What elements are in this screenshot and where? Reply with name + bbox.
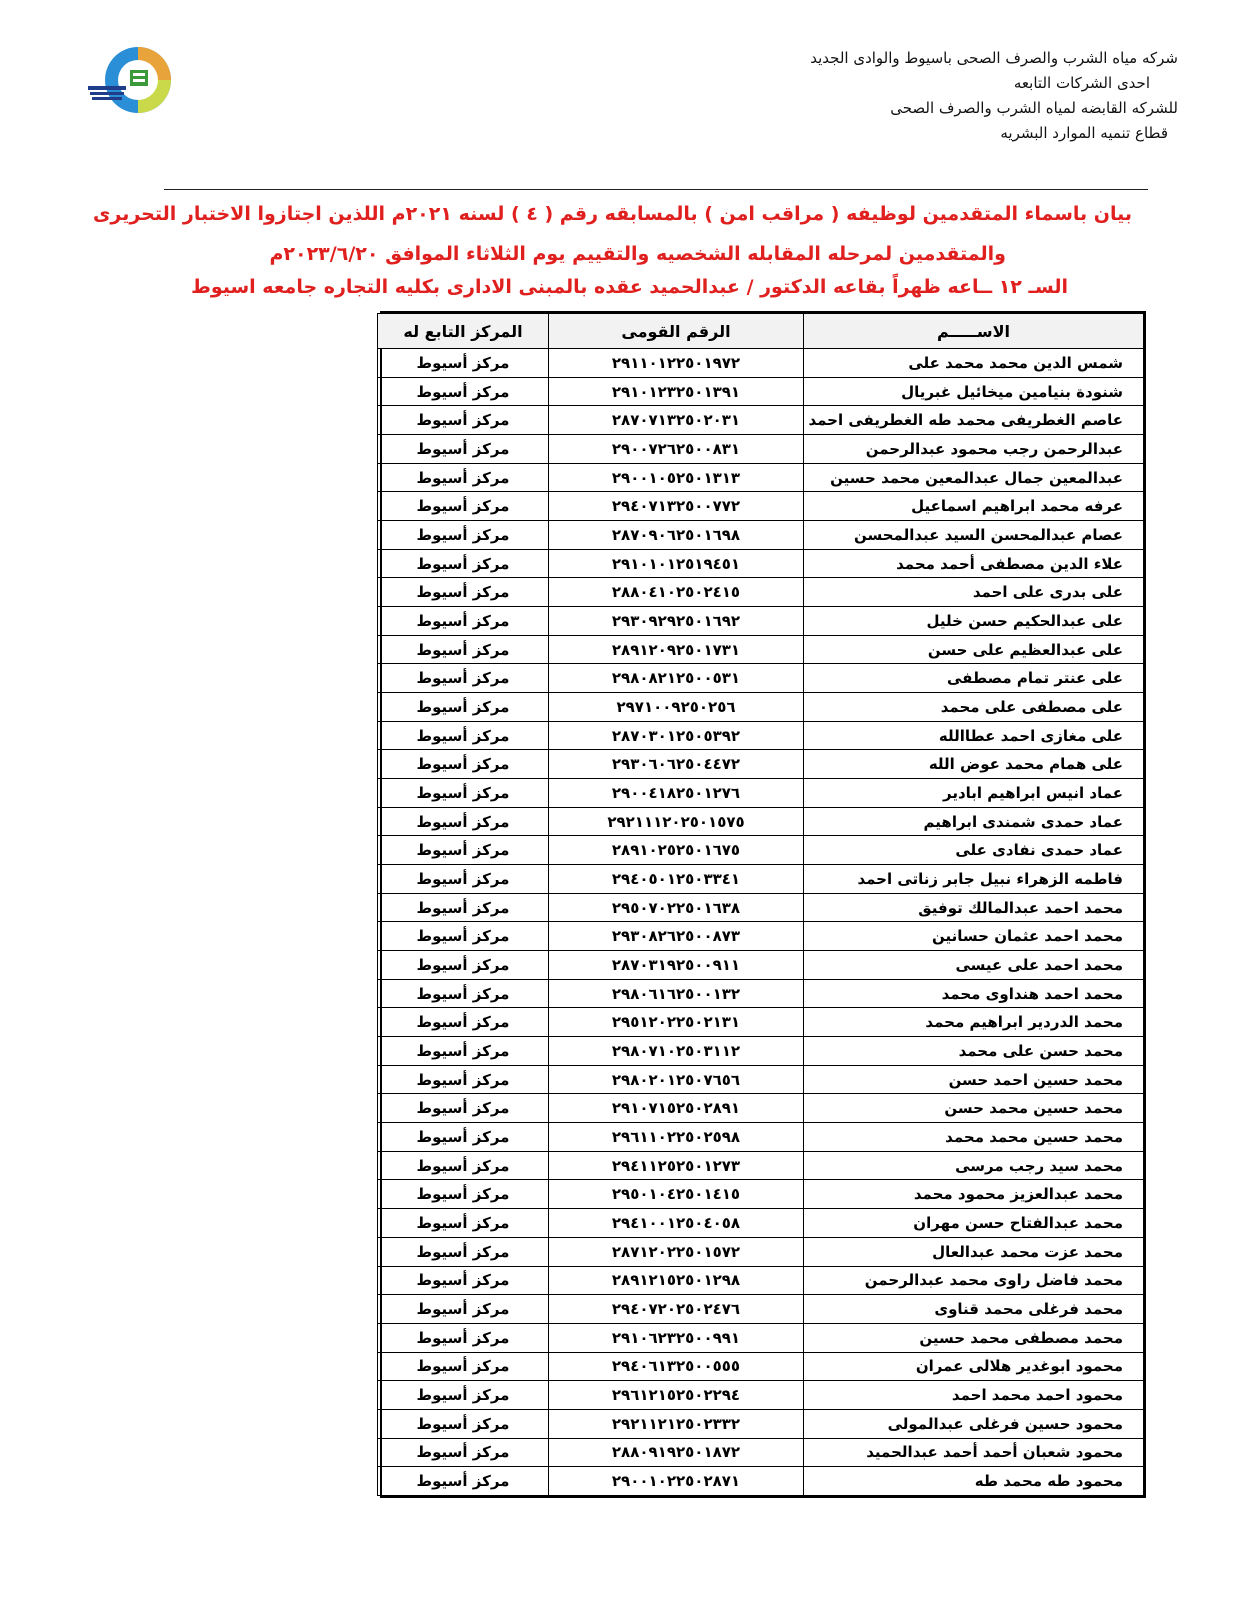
national-id: ٢٨٧٠٩٠٦٢٥٠١٦٩٨ xyxy=(549,521,804,550)
table-row xyxy=(378,1323,1144,1352)
table-row xyxy=(378,1008,1144,1037)
candidate-name: على مصطفى على محمد xyxy=(804,693,1144,722)
candidate-name: على عبدالعظيم على حسن xyxy=(804,635,1144,664)
affiliated-center: مركز أسيوط xyxy=(378,607,549,636)
national-id: ٢٨٧١٢٠٢٢٥٠١٥٧٢ xyxy=(549,1237,804,1266)
title-line-3: السـ ١٢ ــاعه ظهراً بقاعه الدكتور / عبدالحميد عقده بالمبنى الادارى بكليه التجاره جامعه اسيوط xyxy=(191,276,1068,298)
candidate-name: على بدرى على احمد xyxy=(804,578,1144,607)
national-id: ٢٩٢١١١٢٠٢٥٠١٥٧٥ xyxy=(549,807,804,836)
national-id: ٢٩٤٠٧٢٠٢٥٠٢٤٧٦ xyxy=(549,1295,804,1324)
table-row xyxy=(378,750,1144,779)
national-id: ٢٩٦١١٠٢٢٥٠٢٥٩٨ xyxy=(549,1123,804,1152)
candidate-name: محمد سيد رجب مرسى xyxy=(804,1151,1144,1180)
national-id: ٢٩٥٠١٠٤٢٥٠١٤١٥ xyxy=(549,1180,804,1209)
affiliated-center: مركز أسيوط xyxy=(378,1065,549,1094)
national-id: ٢٨٩١٠٢٥٢٥٠١٦٧٥ xyxy=(549,836,804,865)
table-row xyxy=(378,807,1144,836)
affiliated-center: مركز أسيوط xyxy=(378,779,549,808)
affiliated-center: مركز أسيوط xyxy=(378,635,549,664)
company-name: شركه مياه الشرب والصرف الصحى باسيوط والوادى الجديد xyxy=(810,49,1178,67)
candidate-name: محمد فاضل راوى محمد عبدالرحمن xyxy=(804,1266,1144,1295)
table-row xyxy=(378,836,1144,865)
header-name: الاســـــم xyxy=(804,314,1144,349)
header-center: المركز التابع له xyxy=(378,314,549,349)
candidate-name: فاطمه الزهراء نبيل جابر زناتى احمد xyxy=(804,865,1144,894)
affiliated-center: مركز أسيوط xyxy=(378,1151,549,1180)
company-logo xyxy=(88,44,188,116)
affiliated-center: مركز أسيوط xyxy=(378,1467,549,1496)
table-row xyxy=(378,1381,1144,1410)
table-row xyxy=(378,1037,1144,1066)
candidate-name: على عنتر تمام مصطفى xyxy=(804,664,1144,693)
affiliated-center: مركز أسيوط xyxy=(378,1123,549,1152)
candidate-name: شمس الدين محمد محمد على xyxy=(804,349,1144,378)
candidate-name: محمد احمد عثمان حسانين xyxy=(804,922,1144,951)
national-id: ٢٩٨٠٦١٦٢٥٠٠١٣٢ xyxy=(549,979,804,1008)
affiliated-center: مركز أسيوط xyxy=(378,1295,549,1324)
national-id: ٢٩٤٠٥٠١٢٥٠٣٣٤١ xyxy=(549,865,804,894)
candidate-name: شنودة بنيامين ميخائيل غبريال xyxy=(804,377,1144,406)
candidate-name: محمد عبدالعزيز محمود محمد xyxy=(804,1180,1144,1209)
affiliated-center: مركز أسيوط xyxy=(378,922,549,951)
national-id: ٢٩١٠١٢٣٢٥٠١٣٩١ xyxy=(549,377,804,406)
table-row xyxy=(378,607,1144,636)
candidate-name: محمد الدردير ابراهيم محمد xyxy=(804,1008,1144,1037)
candidate-name: على مغازى احمد عطاالله xyxy=(804,721,1144,750)
table-row xyxy=(378,664,1144,693)
affiliated-center: مركز أسيوط xyxy=(378,1237,549,1266)
table-row xyxy=(378,1352,1144,1381)
candidate-name: محمود حسين فرغلى عبدالمولى xyxy=(804,1409,1144,1438)
affiliated-center: مركز أسيوط xyxy=(378,1352,549,1381)
table-row xyxy=(378,1438,1144,1467)
candidate-name: محمد مصطفى محمد حسين xyxy=(804,1323,1144,1352)
table-row xyxy=(378,549,1144,578)
national-id: ٢٩٥١٢٠٢٢٥٠٢١٣١ xyxy=(549,1008,804,1037)
national-id: ٢٩٧١٠٠٩٢٥٠٢٥٦ xyxy=(549,693,804,722)
header-divider xyxy=(164,189,1148,190)
candidate-name: عبدالرحمن رجب محمود عبدالرحمن xyxy=(804,435,1144,464)
table-row xyxy=(378,349,1144,378)
candidate-name: محمد حسن على محمد xyxy=(804,1037,1144,1066)
national-id: ٢٩٣٠٨٢٦٢٥٠٠٨٧٣ xyxy=(549,922,804,951)
national-id: ٢٩٤١١٢٥٢٥٠١٢٧٣ xyxy=(549,1151,804,1180)
national-id: ٢٩٨٠٢٠١٢٥٠٧٦٥٦ xyxy=(549,1065,804,1094)
table-row xyxy=(378,1123,1144,1152)
national-id: ٢٨٩١٢٠٩٢٥٠١٧٣١ xyxy=(549,635,804,664)
candidate-name: على همام محمد عوض الله xyxy=(804,750,1144,779)
table-row xyxy=(378,377,1144,406)
table-row xyxy=(378,406,1144,435)
candidate-name: محمد حسين محمد حسن xyxy=(804,1094,1144,1123)
affiliated-center: مركز أسيوط xyxy=(378,893,549,922)
table-row xyxy=(378,979,1144,1008)
affiliated-center: مركز أسيوط xyxy=(378,979,549,1008)
table-row xyxy=(378,1180,1144,1209)
table-row xyxy=(378,1467,1144,1496)
affiliated-center: مركز أسيوط xyxy=(378,578,549,607)
candidate-name: علاء الدين مصطفى أحمد محمد xyxy=(804,549,1144,578)
affiliated-center: مركز أسيوط xyxy=(378,865,549,894)
candidate-name: محمود طه محمد طه xyxy=(804,1467,1144,1496)
affiliated-center: مركز أسيوط xyxy=(378,377,549,406)
national-id: ٢٩٢١١٢١٢٥٠٢٣٣٢ xyxy=(549,1409,804,1438)
national-id: ٢٩٤١٠٠١٢٥٠٤٠٥٨ xyxy=(549,1209,804,1238)
affiliated-center: مركز أسيوط xyxy=(378,1209,549,1238)
header-national-id: الرقم القومى xyxy=(549,314,804,349)
table-row xyxy=(378,1295,1144,1324)
national-id: ٢٨٧٠٣١٩٢٥٠٠٩١١ xyxy=(549,951,804,980)
candidate-name: عماد انيس ابراهيم ابادير xyxy=(804,779,1144,808)
affiliated-center: مركز أسيوط xyxy=(378,750,549,779)
candidate-name: محمد عبدالفتاح حسن مهران xyxy=(804,1209,1144,1238)
national-id: ٢٩٠٠٤١٨٢٥٠١٢٧٦ xyxy=(549,779,804,808)
table-row xyxy=(378,779,1144,808)
affiliated-center: مركز أسيوط xyxy=(378,349,549,378)
national-id: ٢٩٤٠٦١٣٢٥٠٠٥٥٥ xyxy=(549,1352,804,1381)
affiliated-center: مركز أسيوط xyxy=(378,492,549,521)
title-line-1: بيان باسماء المتقدمين لوظيفه ( مراقب امن ) بالمسابقه رقم ( ٤ ) لسنه ٢٠٢١م اللذين اجتازوا الاختبار التحريرى xyxy=(93,203,1132,225)
table-row xyxy=(378,1065,1144,1094)
affiliated-center: مركز أسيوط xyxy=(378,664,549,693)
affiliated-center: مركز أسيوط xyxy=(378,406,549,435)
affiliated-center: مركز أسيوط xyxy=(378,549,549,578)
candidate-name: محمود شعبان أحمد أحمد عبدالحميد xyxy=(804,1438,1144,1467)
candidate-name: محمد احمد على عيسى xyxy=(804,951,1144,980)
table-row xyxy=(378,578,1144,607)
candidates-table xyxy=(380,311,1146,1498)
table-row xyxy=(378,1094,1144,1123)
affiliated-center: مركز أسيوط xyxy=(378,1266,549,1295)
table-row xyxy=(378,1237,1144,1266)
national-id: ٢٩٠٠١٠٥٢٥٠١٣١٣ xyxy=(549,463,804,492)
affiliated-center: مركز أسيوط xyxy=(378,1438,549,1467)
table-row xyxy=(378,893,1144,922)
national-id: ٢٩١٠١٠١٢٥١٩٤٥١ xyxy=(549,549,804,578)
table-row xyxy=(378,1266,1144,1295)
affiliated-center: مركز أسيوط xyxy=(378,1323,549,1352)
table-row xyxy=(378,721,1144,750)
affiliated-center: مركز أسيوط xyxy=(378,463,549,492)
table-header-row xyxy=(378,314,1144,349)
table-row xyxy=(378,521,1144,550)
table-row xyxy=(378,951,1144,980)
affiliated-center: مركز أسيوط xyxy=(378,1037,549,1066)
table-row xyxy=(378,435,1144,464)
candidate-name: محمد فرغلى محمد قناوى xyxy=(804,1295,1144,1324)
candidate-name: محمود احمد محمد احمد xyxy=(804,1381,1144,1410)
candidate-name: عرفه محمد ابراهيم اسماعيل xyxy=(804,492,1144,521)
national-id: ٢٩١٠٦٢٣٢٥٠٠٩٩١ xyxy=(549,1323,804,1352)
table-row xyxy=(378,635,1144,664)
candidate-name: على عبدالحكيم حسن خليل xyxy=(804,607,1144,636)
national-id: ٢٩١٠٧١٥٢٥٠٢٨٩١ xyxy=(549,1094,804,1123)
candidate-name: عماد حمدى نفادى على xyxy=(804,836,1144,865)
national-id: ٢٩٥٠٧٠٢٢٥٠١٦٣٨ xyxy=(549,893,804,922)
candidate-name: محمود ابوغدير هلالى عمران xyxy=(804,1352,1144,1381)
national-id: ٢٩٦١٢١٥٢٥٠٢٢٩٤ xyxy=(549,1381,804,1410)
table-row xyxy=(378,1209,1144,1238)
national-id: ٢٩٠٠٧٢٦٢٥٠٠٨٣١ xyxy=(549,435,804,464)
table-row xyxy=(378,865,1144,894)
affiliated-center: مركز أسيوط xyxy=(378,721,549,750)
national-id: ٢٩٤٠٧١٣٢٥٠٠٧٧٢ xyxy=(549,492,804,521)
company-affiliation: احدى الشركات التابعه xyxy=(1013,74,1150,92)
affiliated-center: مركز أسيوط xyxy=(378,836,549,865)
candidate-name: عماد حمدى شمندى ابراهيم xyxy=(804,807,1144,836)
affiliated-center: مركز أسيوط xyxy=(378,435,549,464)
affiliated-center: مركز أسيوط xyxy=(378,1180,549,1209)
candidate-name: محمد حسين محمد محمد xyxy=(804,1123,1144,1152)
national-id: ٢٨٩١٢١٥٢٥٠١٢٩٨ xyxy=(549,1266,804,1295)
affiliated-center: مركز أسيوط xyxy=(378,1409,549,1438)
table-row xyxy=(378,463,1144,492)
candidate-name: محمد عزت محمد عبدالعال xyxy=(804,1237,1144,1266)
affiliated-center: مركز أسيوط xyxy=(378,1094,549,1123)
table-row xyxy=(378,1409,1144,1438)
national-id: ٢٨٨٠٤١٠٢٥٠٢٤١٥ xyxy=(549,578,804,607)
national-id: ٢٩٨٠٧١٠٢٥٠٣١١٢ xyxy=(549,1037,804,1066)
holding-company: للشركه القابضه لمياه الشرب والصرف الصحى xyxy=(890,99,1178,117)
national-id: ٢٩٠٠١٠٢٢٥٠٢٨٧١ xyxy=(549,1467,804,1496)
candidate-name: عاصم الغطريفى محمد طه الغطريفى احمد xyxy=(804,406,1144,435)
candidate-name: عصام عبدالمحسن السيد عبدالمحسن xyxy=(804,521,1144,550)
national-id: ٢٨٧٠٣٠١٢٥٠٥٣٩٢ xyxy=(549,721,804,750)
table-row xyxy=(378,693,1144,722)
affiliated-center: مركز أسيوط xyxy=(378,693,549,722)
national-id: ٢٩٣٠٦٠٦٢٥٠٤٤٧٢ xyxy=(549,750,804,779)
affiliated-center: مركز أسيوط xyxy=(378,1008,549,1037)
title-line-2: والمتقدمين لمرحله المقابله الشخصيه والتقييم يوم الثلاثاء الموافق ٢٠٢٣/٦/٢٠م xyxy=(269,243,1006,265)
national-id: ٢٩١١٠١٢٢٥٠١٩٧٢ xyxy=(549,349,804,378)
national-id: ٢٩٨٠٨٢١٢٥٠٠٥٣١ xyxy=(549,664,804,693)
candidate-name: عبدالمعين جمال عبدالمعين محمد حسين xyxy=(804,463,1144,492)
candidate-name: محمد احمد هنداوى محمد xyxy=(804,979,1144,1008)
national-id: ٢٨٨٠٩١٩٢٥٠١٨٧٢ xyxy=(549,1438,804,1467)
affiliated-center: مركز أسيوط xyxy=(378,951,549,980)
affiliated-center: مركز أسيوط xyxy=(378,807,549,836)
affiliated-center: مركز أسيوط xyxy=(378,521,549,550)
candidate-name: محمد احمد عبدالمالك توفيق xyxy=(804,893,1144,922)
affiliated-center: مركز أسيوط xyxy=(378,1381,549,1410)
company-header xyxy=(658,46,1178,146)
table-row xyxy=(378,1151,1144,1180)
candidate-name: محمد حسين احمد حسن xyxy=(804,1065,1144,1094)
national-id: ٢٨٧٠٧١٣٢٥٠٢٠٣١ xyxy=(549,406,804,435)
table-row xyxy=(378,492,1144,521)
table-row xyxy=(378,922,1144,951)
hr-sector: قطاع تنميه الموارد البشريه xyxy=(1000,124,1168,142)
national-id: ٢٩٣٠٩٢٩٢٥٠١٦٩٢ xyxy=(549,607,804,636)
